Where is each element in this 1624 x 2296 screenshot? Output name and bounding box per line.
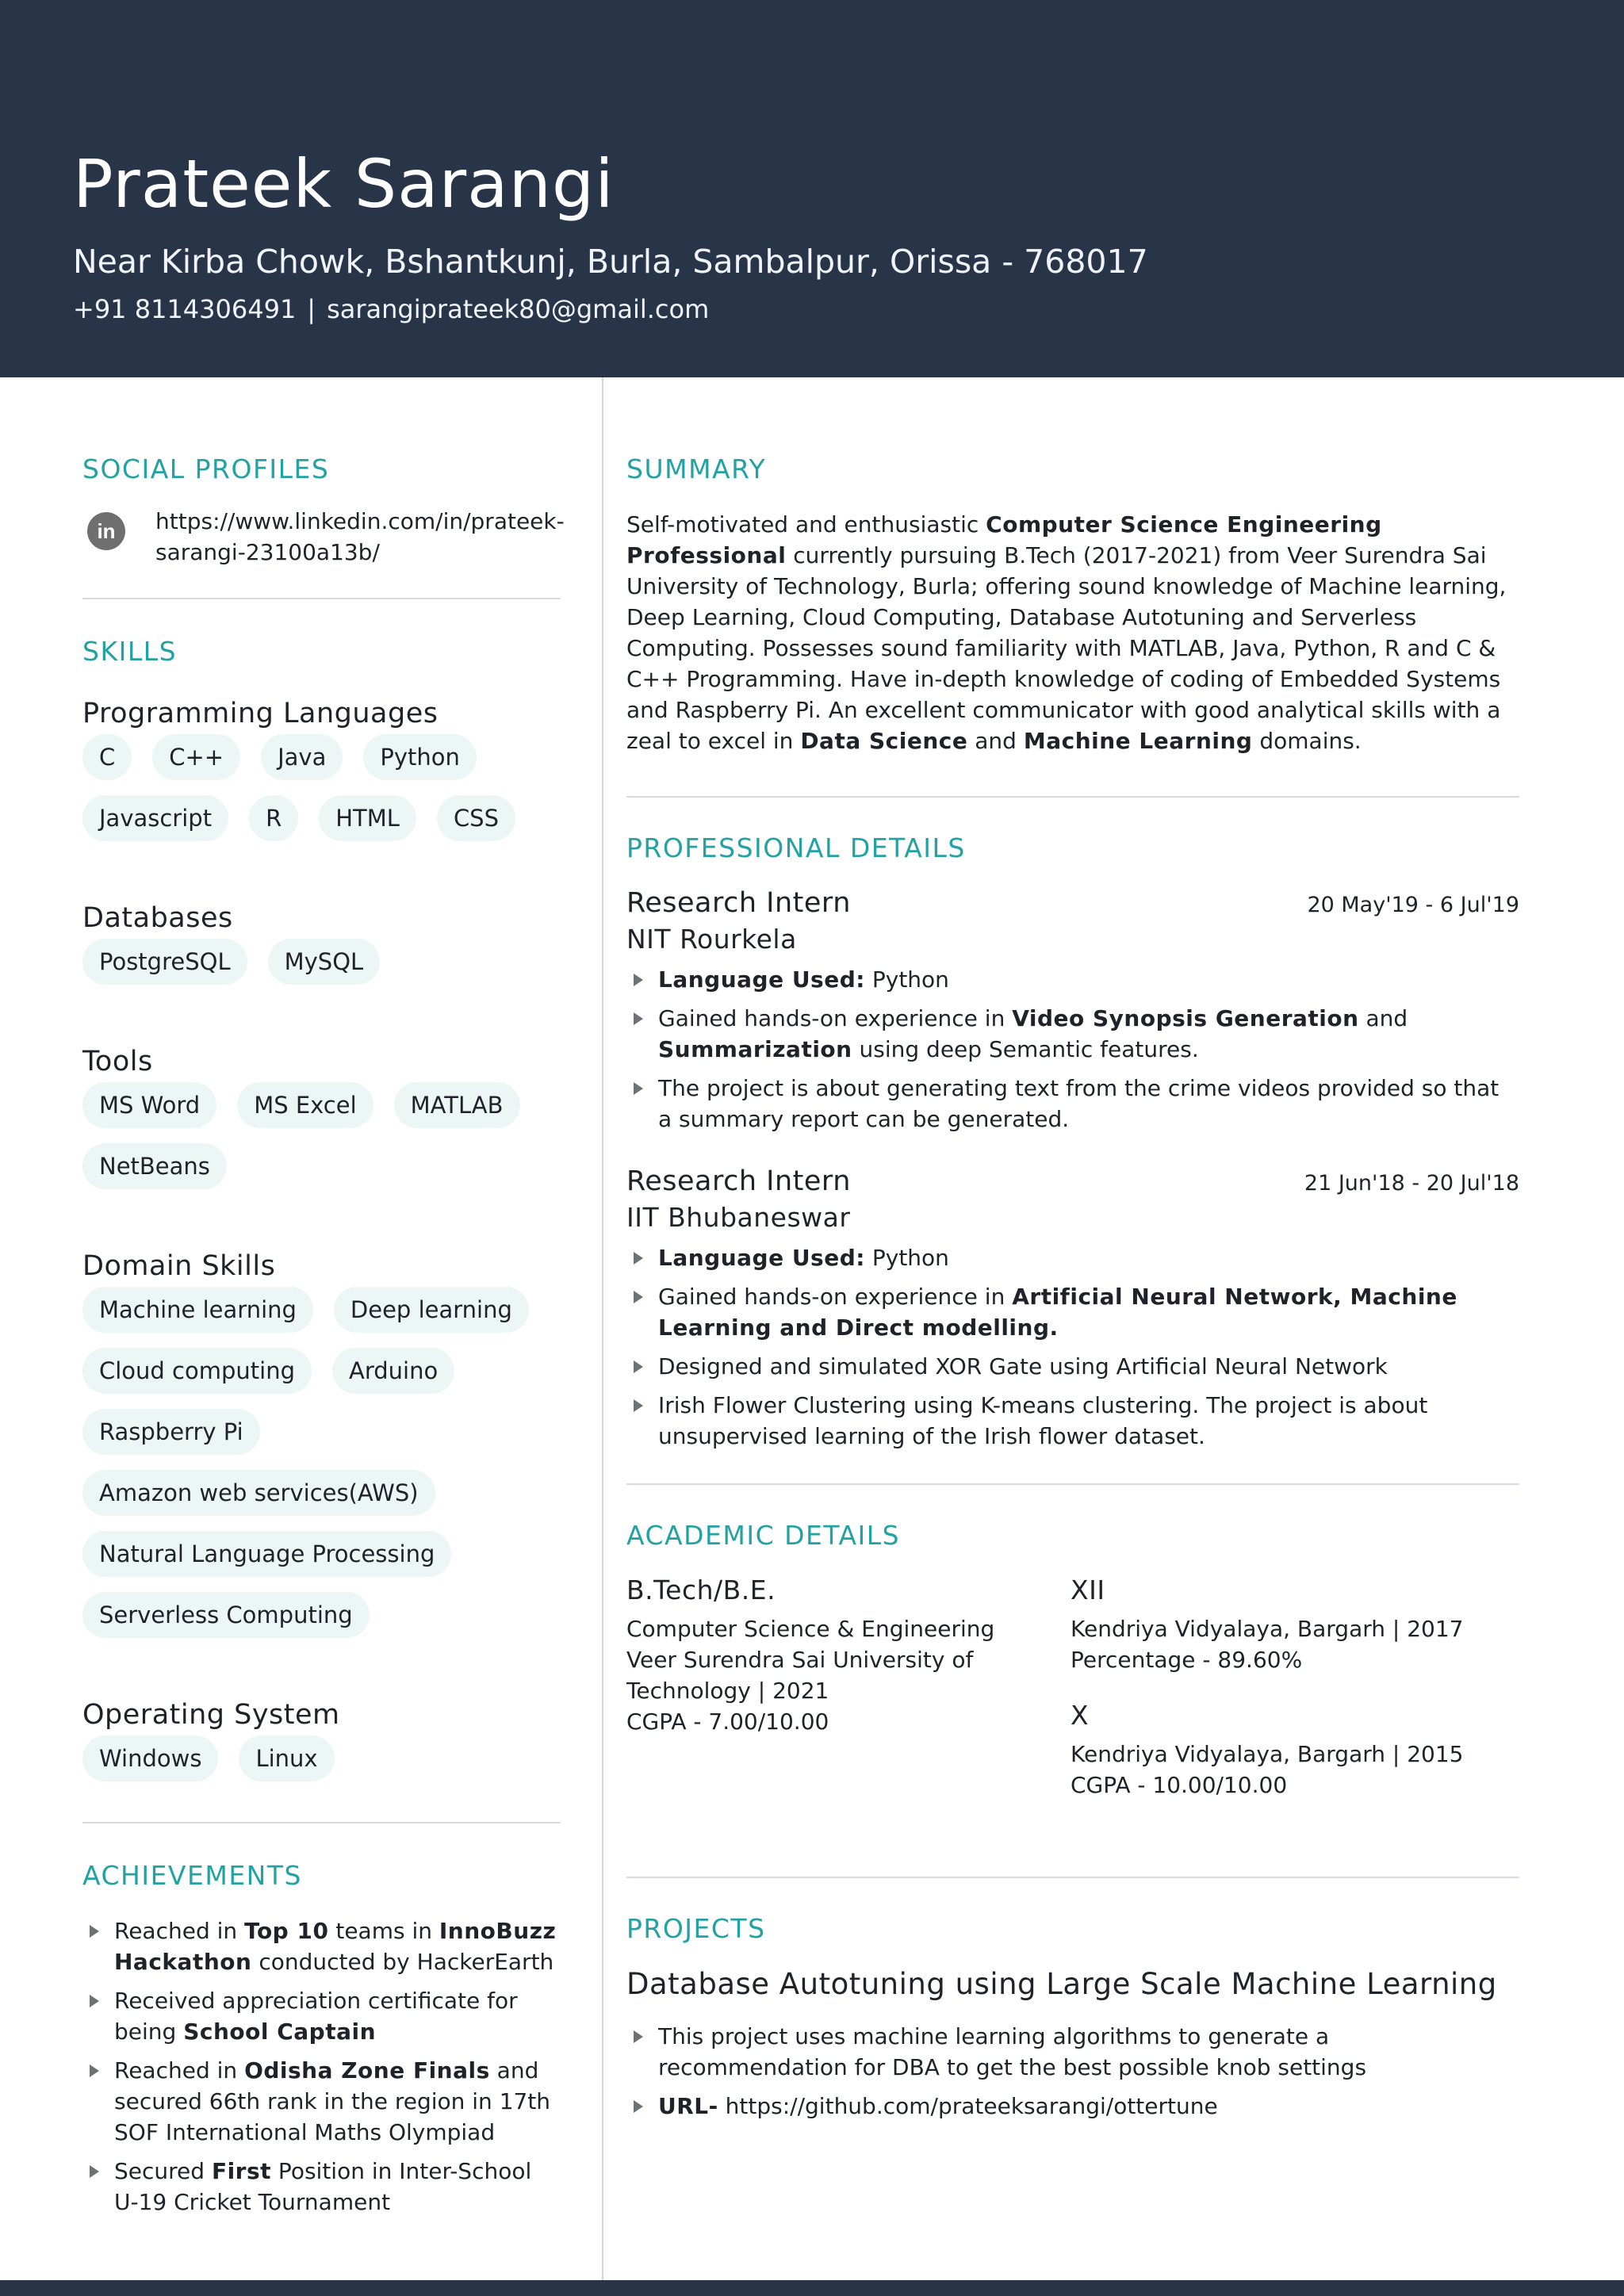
skill-chip: Cloud computing [82,1348,312,1394]
skill-chip: Deep learning [334,1287,529,1333]
skill-chip: Javascript [82,795,228,841]
right-column [626,377,1519,2130]
job-bullet-text: The project is about generating text from the crime videos provided so that a summary report can be generated. [658,1075,1500,1132]
job-header [626,885,1519,921]
x-line: CGPA - 10.00/10.00 [1071,1772,1288,1798]
summary-part: Self-motivated and enthusiastic [626,511,986,538]
job-date: 21 Jun'18 - 20 Jul'18 [1304,1171,1519,1196]
project-bullets [626,2021,1519,2122]
skill-chip: HTML [319,795,416,841]
project-entry [626,1965,1519,2122]
linkedin-profile [82,506,565,568]
btech-details [626,1572,1071,1800]
achievement-highlight: Odisha Zone Finals [244,2057,490,2084]
btech-heading: B.Tech/B.E. [626,1575,776,1605]
job-bullet-highlight: Summarization [658,1036,852,1062]
skill-chip: NetBeans [82,1143,227,1189]
email-link[interactable]: sarangiprateek80@gmail.com [327,294,710,324]
achievement-text: Reached in [114,1918,245,1944]
job-bullet-text: Irish Flower Clustering using K-means clustering. The project is about unsupervised learning of the Irish flower dataset. [658,1392,1428,1449]
project-description: This project uses machine learning algorithms to generate a recommendation for DBA to get the best possible knob settings [658,2023,1367,2080]
summary-title: SUMMARY [626,453,767,484]
job-bullet [626,1351,1519,1382]
skill-chip: R [249,795,298,841]
summary-highlight: Machine Learning [1023,728,1253,754]
phone-number: +91 8114306491 [73,294,297,324]
summary-part: and [967,728,1024,754]
skill-group [82,901,561,1000]
skill-chip: Arduino [332,1348,454,1394]
job-bullet-highlight: Video Synopsis Generation [1012,1005,1359,1031]
job-organization: IIT Bhubaneswar [626,1202,851,1233]
section-divider [626,1877,1519,1878]
bullet-arrow-icon [634,1399,643,1412]
skill-chip: Raspberry Pi [82,1409,260,1455]
column-divider [602,377,603,2280]
skill-chip: MS Word [82,1082,216,1128]
skill-chip: Java [261,734,343,780]
bullet-arrow-icon [634,1252,643,1265]
achievement-text: teams in [328,1918,439,1944]
project-title: Database Autotuning using Large Scale Machine Learning [626,1967,1497,2001]
skill-group-heading: Operating System [82,1699,340,1731]
xii-line: Percentage - 89.60% [1071,1647,1303,1673]
achievement-text: and secured 66th rank in the region in 17th SOF International Maths Olympiad [114,2057,551,2145]
job-title: Research Intern [626,887,851,919]
job-entry [626,1163,1519,1452]
bullet-arrow-icon [90,2165,99,2178]
xii-heading: XII [1071,1575,1105,1605]
skill-group-heading: Databases [82,902,233,934]
section-divider [82,598,561,599]
achievement-text: conducted by HackerEarth [251,1949,554,1975]
left-column [82,377,565,2225]
job-date: 20 May'19 - 6 Jul'19 [1307,893,1519,917]
linkedin-link-line1: https://www.linkedin.com/in/prateek- [155,508,565,534]
achievements-list [82,1915,561,2218]
bullet-arrow-icon [634,1291,643,1303]
btech-line: Computer Science & Engineering [626,1616,995,1642]
skill-group-heading: Programming Languages [82,698,439,729]
bullet-arrow-icon [90,1925,99,1938]
job-bullet-highlight: Artificial Neural Network, Machine Learning and Direct modelling. [658,1284,1457,1341]
contact-line [73,292,709,327]
job-bullet [626,1003,1519,1065]
job-bullets [626,964,1519,1135]
achievement-highlight: InnoBuzz Hackathon [114,1918,557,1975]
job-bullet-text: Gained hands-on experience in [658,1005,1013,1031]
language-label: Language Used: [658,966,865,993]
url-label: URL- [658,2093,718,2119]
achievements-title: ACHIEVEMENTS [82,1860,302,1891]
academic-details [626,1572,1519,1800]
achievement-highlight: Top 10 [244,1918,329,1944]
job-bullet-text: Gained hands-on experience in [658,1284,1013,1310]
x-line: Kendriya Vidyalaya, Bargarh | 2015 [1071,1741,1464,1767]
skill-group-heading: Domain Skills [82,1250,276,1282]
job-bullet [626,1281,1519,1343]
bullet-arrow-icon [634,1012,643,1025]
resume-header [0,0,1624,377]
section-divider [626,796,1519,798]
candidate-name: Prateek Sarangi [73,145,615,223]
achievement-text: Reached in [114,2057,245,2084]
bullet-arrow-icon [634,1360,643,1373]
achievement-text: Secured [114,2158,212,2184]
job-bullet [626,964,1519,995]
achievement-item [82,2156,561,2218]
achievement-text: Received appreciation certificate for being [114,1988,518,2045]
skill-group [82,696,561,856]
skill-chip: Linux [239,1735,334,1781]
job-bullet-text: and [1358,1005,1408,1031]
skill-chip: MS Excel [237,1082,373,1128]
footer-bar [0,2280,1624,2296]
projects-title: PROJECTS [626,1913,766,1944]
linkedin-link-line2: sarangi-23100a13b/ [155,539,380,565]
skill-chips [82,1287,561,1653]
summary-text [626,509,1519,756]
bullet-arrow-icon [90,2064,99,2077]
skill-chip: Windows [82,1735,218,1781]
linkedin-icon: in [87,512,125,550]
project-bullet [626,2091,1519,2122]
social-profiles-title: SOCIAL PROFILES [82,453,330,484]
candidate-address: Near Kirba Chowk, Bshantkunj, Burla, Sambalpur, Orissa - 768017 [73,243,1148,281]
bullet-arrow-icon [634,2030,643,2043]
skill-chip: Serverless Computing [82,1592,370,1638]
skill-chip: PostgreSQL [82,939,247,985]
skill-group [82,1044,561,1204]
achievement-item [82,1985,561,2047]
bullet-arrow-icon [634,974,643,986]
language-value: Python [864,966,949,993]
skill-groups [82,696,561,1797]
job-bullets [626,1242,1519,1452]
summary-highlight: Computer Science Engineering Professional [626,511,1382,568]
skill-group [82,1697,561,1797]
section-divider [82,1822,561,1823]
achievement-highlight: First [211,2158,272,2184]
btech-line: Veer Surendra Sai University of [626,1647,974,1673]
skill-chip: Natural Language Processing [82,1531,451,1577]
xii-line: Kendriya Vidyalaya, Bargarh | 2017 [1071,1616,1464,1642]
bullet-arrow-icon [634,1082,643,1095]
project-list [626,1965,1519,2122]
section-divider [626,1483,1519,1485]
job-bullet [626,1242,1519,1273]
skill-chip: CSS [437,795,515,841]
skill-group-heading: Tools [82,1046,153,1077]
skill-chip: C [82,734,132,780]
skill-chips [82,734,561,856]
job-title: Research Intern [626,1165,851,1197]
bullet-arrow-icon [90,1995,99,2007]
project-url-link[interactable]: https://github.com/prateeksarangi/ottertune [718,2093,1218,2119]
skill-chip: Python [363,734,477,780]
job-bullet-text: Designed and simulated XOR Gate using Artificial Neural Network [658,1353,1388,1380]
summary-highlight: Data Science [800,728,968,754]
skill-chip: MySQL [268,939,381,985]
school-details [1071,1572,1515,1800]
project-bullet [626,2021,1519,2083]
achievement-text: Position in Inter-School U-19 Cricket Tournament [114,2158,532,2215]
job-organization: NIT Rourkela [626,924,797,955]
academic-details-title: ACADEMIC DETAILS [626,1520,901,1551]
bullet-arrow-icon [634,2100,643,2113]
skill-chip: Machine learning [82,1287,313,1333]
x-heading: X [1071,1700,1090,1731]
skill-chips [82,939,561,1000]
job-entry [626,885,1519,1135]
summary-part: domains. [1252,728,1362,754]
job-bullet [626,1073,1519,1135]
skill-chip: C++ [152,734,240,780]
summary-part: currently pursuing B.Tech (2017-2021) from Veer Surendra Sai University of Technology, Burla; offering sound knowledge of Machine learning, Deep Learning, Cloud Computing, Database Autotuning and Serverless Computing. Possesses sound familiarity with MATLAB, Java, Python, R and C & C++ Programming. Have in-depth knowledge of coding of Embedded Systems and Raspberry Pi. An excellent communicator with good analytical skills with a zeal to excel in [626,542,1507,754]
job-bullet-text: using deep Semantic features. [852,1036,1199,1062]
job-bullet [626,1390,1519,1452]
skill-chip: Amazon web services(AWS) [82,1470,435,1516]
achievement-item [82,1915,561,1977]
skill-chip: MATLAB [394,1082,520,1128]
achievement-item [82,2055,561,2148]
skill-group [82,1249,561,1653]
skills-title: SKILLS [82,636,178,667]
language-value: Python [864,1245,949,1271]
skill-chips [82,1735,561,1797]
contact-separator: | [307,294,316,324]
btech-line: CGPA - 7.00/10.00 [626,1709,829,1735]
job-list [626,885,1519,1452]
btech-line: Technology | 2021 [626,1678,829,1704]
language-label: Language Used: [658,1245,865,1271]
achievement-highlight: School Captain [183,2019,377,2045]
job-header [626,1163,1519,1200]
skill-chips [82,1082,561,1204]
linkedin-link[interactable] [155,506,565,568]
professional-details-title: PROFESSIONAL DETAILS [626,832,966,863]
